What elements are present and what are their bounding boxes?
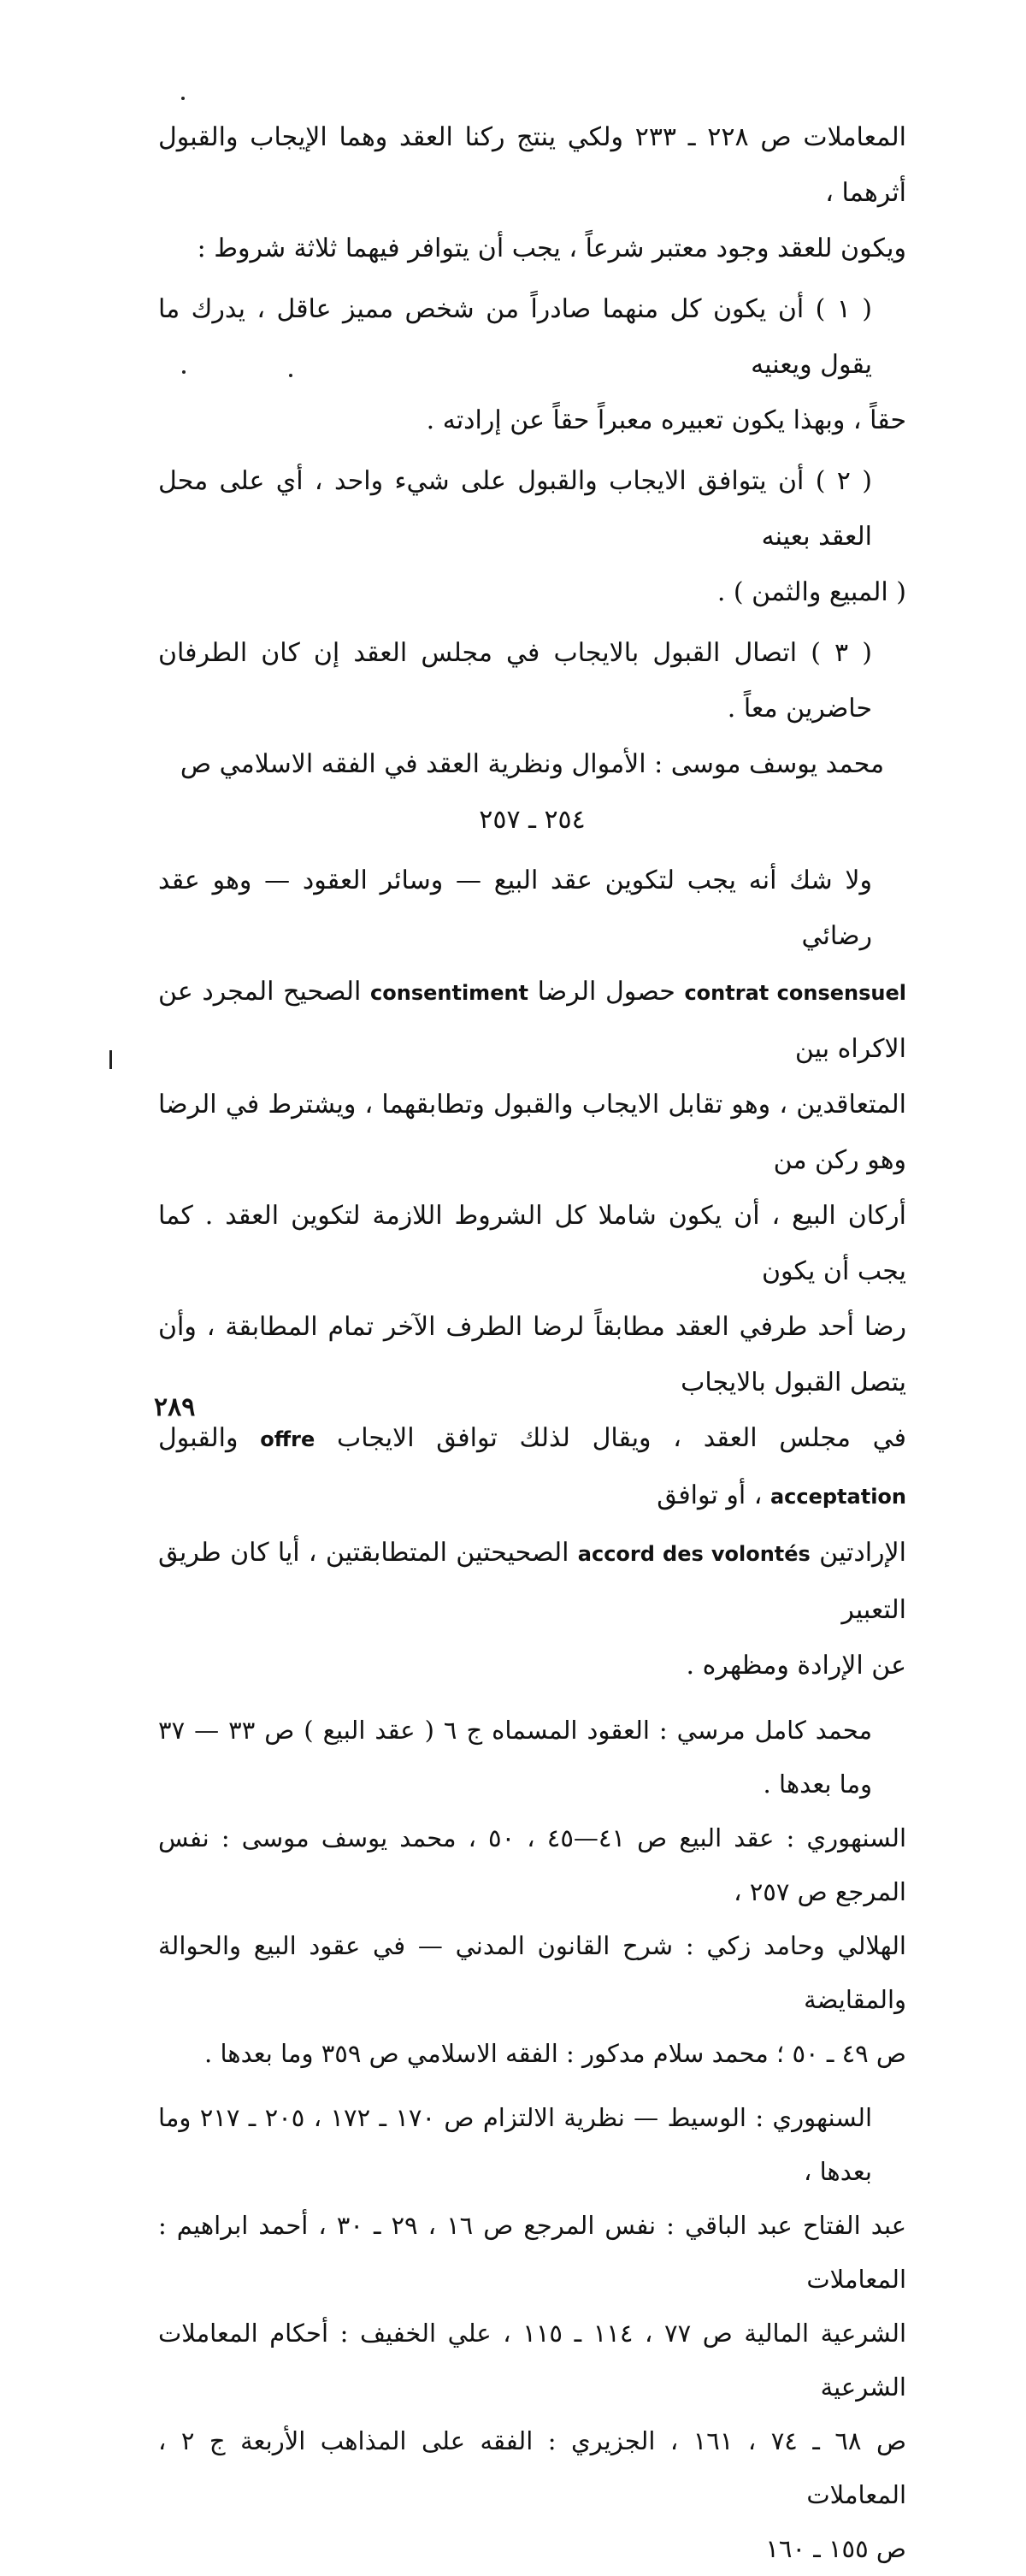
condition-2: [158, 453, 906, 620]
text-line: ص ٤٩ ـ ٥٠ ؛ محمد سلام مدكور : الفقه الاسلامي ص ٣٥٩ وما بعدها .: [204, 2039, 906, 2068]
text-line: ص ٦٨ ـ ٧٤ ، ١٦١ ، الجزيري : الفقه على المذاهب الأربعة ج ٢ ، المعاملات: [158, 2426, 907, 2509]
text-line: محمد كامل مرسي : العقود المسماه ج ٦ ( عقد البيع ) ص ٣٣ — ٣٧ وما بعدها .: [158, 1716, 872, 1799]
speck-mark: [181, 97, 185, 100]
text-line: السنهوري : الوسيط — نظرية الالتزام ص ١٧٠ ـ ١٧٢ ، ٢٠٥ ـ ٢١٧ وما بعدها ،: [158, 2103, 872, 2186]
text-line: ويكون للعقد وجود معتبر شرعاً ، يجب أن يتوافر فيهما ثلاثة شروط :: [197, 233, 906, 263]
text-line: contrat consensuel حصول الرضا consentiment الصحيح المجرد عن الاكراه بين: [158, 977, 907, 1064]
text-line: ( ٣ ) اتصال القبول بالايجاب في مجلس العقد إن كان الطرفان حاضرين معاً .: [158, 638, 872, 724]
text-line: ( ١ ) أن يكون كل منهما صادراً من شخص مميز عاقل ، يدرك ما يقول ويعنيه: [158, 294, 873, 380]
text-line: عن الإرادة ومظهره .: [686, 1651, 906, 1681]
text-line: ( ٢ ) أن يتوافق الايجاب والقبول على شيء واحد ، أي على محل العقد بعينه: [158, 466, 872, 552]
text-line: أركان البيع ، أن يكون شاملا كل الشروط اللازمة لتكوين العقد . كما يجب أن يكون: [158, 1201, 906, 1286]
condition-1: [158, 281, 906, 448]
latin-term: accord des volontés: [577, 1542, 811, 1566]
text-line: في مجلس العقد ، ويقال لذلك توافق الايجاب offre والقبول acceptation ، أو توافق: [158, 1423, 906, 1510]
text-line: رضا أحد طرفي العقد مطابقاً لرضا الطرف الآخر تمام المطابقة ، وأن يتصل القبول بالايجاب: [158, 1312, 906, 1397]
references-1: [158, 1704, 906, 2081]
paragraph-consent: [158, 853, 906, 1693]
text-line: محمد يوسف موسى : الأموال ونظرية العقد في الفقه الاسلامي ص ٢٥٤ ـ ٢٥٧: [180, 749, 885, 835]
text-line: ( المبيع والثمن ) .: [716, 577, 906, 607]
latin-term: acceptation: [770, 1485, 906, 1509]
text-line: السنهوري : عقد البيع ص ٤١—٤٥ ، ٥٠ ، محمد يوسف موسى : نفس المرجع ص ٢٥٧ ،: [158, 1823, 906, 1906]
condition-3: [158, 625, 906, 736]
text-line: المتعاقدين ، وهو تقابل الايجاب والقبول وتطابقهما ، ويشترط في الرضا وهو ركن من: [158, 1090, 906, 1175]
latin-term: offre: [260, 1427, 315, 1451]
latin-term: consentiment: [370, 981, 529, 1005]
text-line: الإرادتين accord des volontés الصحيحتين المتطابقتين ، أيا كان طريق التعبير: [158, 1538, 906, 1625]
text-line: الشرعية المالية ص ٧٧ ، ١١٤ ـ ١١٥ ، علي الخفيف : أحكام المعاملات الشرعية: [158, 2319, 907, 2402]
paragraph-intro: [158, 109, 906, 276]
margin-mark: [109, 1050, 112, 1069]
text-line: عبد الفتاح عبد الباقي : نفس المرجع ص ١٦ ، ٢٩ ـ ٣٠ ، أحمد ابراهيم : المعاملات: [158, 2211, 906, 2294]
page-body: [158, 109, 906, 2576]
text-line: حقاً ، وبهذا يكون تعبيره معبراً حقاً عن إرادته .: [426, 405, 906, 435]
page-number: ٢٨٩: [154, 1392, 196, 1422]
latin-term: contrat consensuel: [684, 981, 907, 1005]
text-line: المعاملات ص ٢٢٨ ـ ٢٣٣ ولكي ينتج ركنا العقد وهما الإيجاب والقبول أثرهما ،: [158, 122, 906, 208]
text-line: الهلالي وحامد زكي : شرح القانون المدني — في عقود البيع والحوالة والمقايضة: [158, 1931, 906, 2014]
text-line: ص ١٥٥ ـ ١٦٠: [765, 2534, 906, 2563]
citation-heading: [158, 736, 906, 848]
text-line: ولا شك أنه يجب لتكوين عقد البيع — وسائر العقود — وهو عقد رضائي: [158, 866, 872, 951]
references-2: [158, 2091, 906, 2576]
